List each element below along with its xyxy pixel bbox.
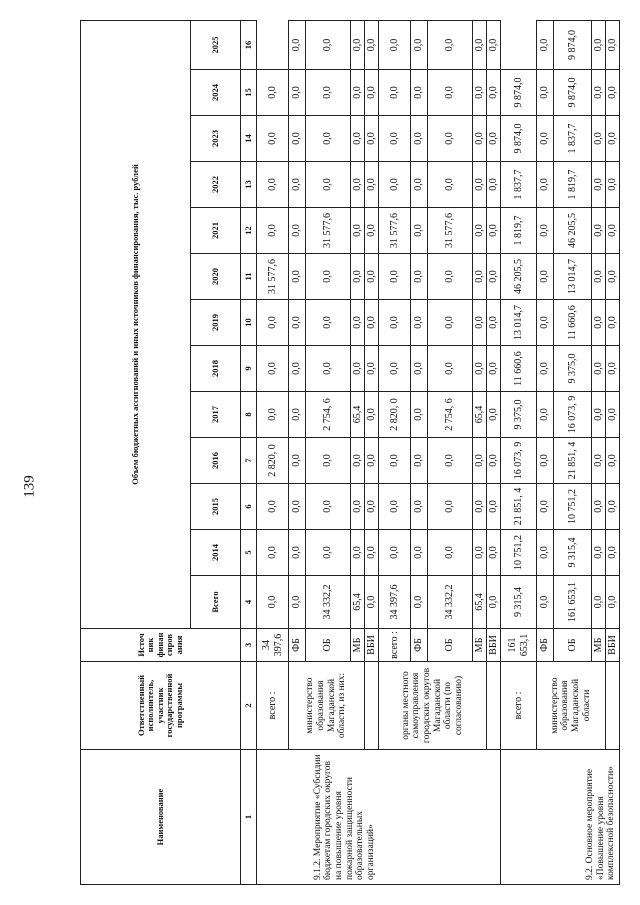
year-value: 0,0 [487, 392, 501, 438]
year-value: 0,0 [365, 300, 379, 346]
funding-source: МБ [473, 629, 487, 662]
year-value: 13 014,7 [554, 254, 592, 300]
total-value: 0,0 [537, 576, 554, 629]
total-value: 161 653,1 [554, 576, 592, 629]
year-value: 0,0 [592, 254, 606, 300]
year-value: 9 874,0 [554, 20, 592, 69]
funding-source: ОБ [554, 629, 592, 662]
year-value: 31 577,6 [379, 208, 411, 254]
year-value: 0,0 [351, 438, 365, 484]
year-value: 9 315,4 [501, 576, 537, 629]
year-value: 0,0 [537, 392, 554, 438]
year-value: 0,0 [257, 530, 289, 576]
year-value: 2 754, 6 [428, 392, 473, 438]
year-value: 0,0 [306, 70, 351, 116]
funding-source: ВБИ [365, 629, 379, 662]
column-number: 5 [241, 530, 257, 576]
year-value: 46 205,5 [554, 208, 592, 254]
year-value: 0,0 [606, 70, 620, 116]
header-year: 2015 [191, 484, 241, 530]
year-value: 0,0 [537, 438, 554, 484]
year-value: 0,0 [257, 576, 289, 629]
column-number: 14 [241, 116, 257, 162]
year-value: 0,0 [379, 300, 411, 346]
total-value: 0,0 [289, 576, 306, 629]
year-value: 0,0 [257, 484, 289, 530]
column-number: 6 [241, 484, 257, 530]
year-value: 0,0 [365, 346, 379, 392]
responsible-executor: органы местного самоуправления городских округов Магаданской области (по согласованию) [379, 662, 487, 750]
year-value: 0,0 [606, 208, 620, 254]
header-year: 2018 [191, 346, 241, 392]
year-value: 0,0 [289, 392, 306, 438]
year-value: 0,0 [365, 254, 379, 300]
budget-table-rotated [80, 20, 618, 885]
total-value: 0,0 [487, 576, 501, 629]
year-value: 0,0 [411, 484, 428, 530]
year-value: 0,0 [473, 484, 487, 530]
header-year: 2014 [191, 530, 241, 576]
header-name: Наименование [81, 750, 241, 885]
header-source: Источ ник финан сиров ания [81, 629, 241, 662]
year-value: 31 577,6 [306, 208, 351, 254]
year-value: 0,0 [306, 484, 351, 530]
year-value: 0,0 [606, 20, 620, 69]
column-number: 1 [241, 750, 257, 885]
funding-source: всего : [379, 629, 411, 662]
funding-source: ФБ [537, 629, 554, 662]
year-value: 0,0 [487, 254, 501, 300]
funding-source: ВБИ [606, 629, 620, 662]
funding-source: МБ [351, 629, 365, 662]
year-value: 0,0 [351, 530, 365, 576]
year-value: 0,0 [592, 346, 606, 392]
year-value: 0,0 [487, 70, 501, 116]
year-value: 0,0 [379, 116, 411, 162]
year-value: 0,0 [351, 70, 365, 116]
year-value: 0,0 [289, 70, 306, 116]
year-value: 0,0 [537, 530, 554, 576]
year-value: 0,0 [257, 300, 289, 346]
header-year: 2025 [191, 20, 241, 69]
funding-source: МБ [592, 629, 606, 662]
total-value: 34 332,2 [306, 576, 351, 629]
column-number: 8 [241, 392, 257, 438]
year-value: 46 205,5 [501, 254, 537, 300]
funding-source: ФБ [289, 629, 306, 662]
funding-source: ВБИ [487, 629, 501, 662]
year-value: 0,0 [306, 530, 351, 576]
year-value: 0,0 [289, 162, 306, 208]
year-value: 65,4 [473, 392, 487, 438]
year-value: 31 577,6 [428, 208, 473, 254]
year-value: 0,0 [606, 116, 620, 162]
year-value: 0,0 [473, 208, 487, 254]
table-body [257, 20, 620, 884]
year-value: 0,0 [257, 116, 289, 162]
responsible-executor: министерство образования Магаданской области [537, 662, 606, 750]
year-value: 0,0 [289, 300, 306, 346]
year-value: 9 874,0 [501, 70, 537, 116]
year-value: 0,0 [257, 392, 289, 438]
year-value: 0,0 [473, 254, 487, 300]
funding-source: всего : [257, 662, 289, 750]
year-value: 0,0 [487, 438, 501, 484]
header-year: 2024 [191, 70, 241, 116]
column-number: 3 [241, 629, 257, 662]
year-value: 9 874,0 [554, 70, 592, 116]
year-value: 0,0 [351, 346, 365, 392]
year-value: 0,0 [606, 254, 620, 300]
year-value: 0,0 [257, 208, 289, 254]
header-year: 2019 [191, 300, 241, 346]
year-value: 13 014,7 [501, 300, 537, 346]
year-value: 0,0 [487, 346, 501, 392]
year-value: 10 751,2 [501, 530, 537, 576]
year-value: 1 837,7 [501, 162, 537, 208]
year-value: 0,0 [306, 438, 351, 484]
measure-name: 9.2. Основное мероприятие «Повышение уровня комплексной безопасности» [501, 750, 620, 885]
year-value: 0,0 [592, 392, 606, 438]
year-value: 0,0 [351, 254, 365, 300]
column-number: 12 [241, 208, 257, 254]
year-value: 0,0 [379, 438, 411, 484]
total-value: 65,4 [351, 576, 365, 629]
year-value: 2 820, 0 [257, 438, 289, 484]
year-value: 0,0 [537, 162, 554, 208]
year-value: 0,0 [379, 20, 411, 69]
funding-source: ОБ [306, 629, 351, 662]
header-year: 2016 [191, 438, 241, 484]
year-value: 0,0 [351, 116, 365, 162]
header-funding-group: Объем бюджетных ассигнований и иных источников финансирования, тыс. рублей [81, 20, 191, 628]
year-value: 0,0 [306, 300, 351, 346]
year-value: 9 874,0 [501, 116, 537, 162]
year-value: 0,0 [365, 208, 379, 254]
year-value: 0,0 [487, 530, 501, 576]
column-number: 11 [241, 254, 257, 300]
table-row [257, 20, 289, 884]
table-row [379, 20, 411, 884]
responsible-executor: министерство образования Магаданской области, из них: [289, 662, 365, 750]
header-year: 2022 [191, 162, 241, 208]
table-row [501, 20, 537, 884]
total-value: 0,0 [411, 576, 428, 629]
year-value: 0,0 [379, 530, 411, 576]
column-number: 10 [241, 300, 257, 346]
year-value: 0,0 [606, 484, 620, 530]
year-value: 2 754, 6 [306, 392, 351, 438]
year-value: 0,0 [487, 162, 501, 208]
year-value: 0,0 [365, 162, 379, 208]
year-value: 0,0 [379, 484, 411, 530]
year-value: 10 751,2 [554, 484, 592, 530]
year-value: 0,0 [257, 346, 289, 392]
column-number: 2 [241, 662, 257, 750]
year-value: 0,0 [379, 162, 411, 208]
total-value: 0,0 [592, 576, 606, 629]
year-value: 0,0 [351, 484, 365, 530]
year-value: 0,0 [592, 530, 606, 576]
funding-source: ОБ [428, 629, 473, 662]
year-value: 0,0 [289, 530, 306, 576]
year-value: 0,0 [428, 530, 473, 576]
year-value: 0,0 [473, 300, 487, 346]
year-value: 0,0 [365, 438, 379, 484]
year-value: 0,0 [365, 484, 379, 530]
year-value: 0,0 [289, 438, 306, 484]
year-value: 0,0 [411, 438, 428, 484]
measure-name [379, 750, 501, 885]
page-number: 139 [21, 475, 38, 498]
column-number: 15 [241, 70, 257, 116]
year-value: 0,0 [592, 162, 606, 208]
year-value: 65,4 [351, 392, 365, 438]
year-value: 0,0 [257, 162, 289, 208]
year-value: 0,0 [351, 162, 365, 208]
total-value: 34 397,6 [257, 629, 289, 662]
column-number-row [241, 20, 257, 884]
year-value: 0,0 [537, 208, 554, 254]
year-value: 0,0 [411, 254, 428, 300]
year-value: 0,0 [351, 208, 365, 254]
header-year: 2021 [191, 208, 241, 254]
year-value: 0,0 [592, 484, 606, 530]
header-year: 2020 [191, 254, 241, 300]
year-value: 0,0 [537, 116, 554, 162]
year-value: 0,0 [428, 484, 473, 530]
year-value: 0,0 [592, 208, 606, 254]
year-value: 9 375,0 [554, 346, 592, 392]
year-value: 0,0 [411, 392, 428, 438]
year-value: 0,0 [428, 346, 473, 392]
measure-name: 9.1.2. Мероприятие «Субсидии бюджетам городских округов на повышение уровня пожарной защищенности образовательных организаций» [257, 750, 379, 885]
year-value: 0,0 [487, 20, 501, 69]
year-value: 0,0 [428, 116, 473, 162]
year-value: 2 820, 0 [379, 392, 411, 438]
column-number: 13 [241, 162, 257, 208]
year-value: 0,0 [306, 20, 351, 69]
year-value: 0,0 [606, 438, 620, 484]
year-value: 0,0 [428, 162, 473, 208]
total-value: 34 332,2 [428, 576, 473, 629]
year-value: 0,0 [473, 346, 487, 392]
total-value: 0,0 [365, 576, 379, 629]
year-value: 0,0 [428, 70, 473, 116]
year-value: 0,0 [473, 162, 487, 208]
year-value: 0,0 [473, 438, 487, 484]
year-value: 0,0 [606, 530, 620, 576]
year-value: 0,0 [365, 530, 379, 576]
year-value: 16 073, 9 [501, 438, 537, 484]
year-value: 31 577,6 [257, 254, 289, 300]
year-value: 0,0 [365, 20, 379, 69]
column-number: 9 [241, 346, 257, 392]
year-value: 0,0 [537, 254, 554, 300]
year-value: 0,0 [592, 20, 606, 69]
year-value: 21 851, 4 [554, 438, 592, 484]
year-value: 0,0 [351, 20, 365, 69]
year-value: 0,0 [257, 70, 289, 116]
funding-source: ФБ [411, 629, 428, 662]
year-value: 0,0 [289, 208, 306, 254]
year-value: 0,0 [592, 70, 606, 116]
header-year: 2017 [191, 392, 241, 438]
year-value: 0,0 [411, 208, 428, 254]
year-value: 11 660,6 [554, 300, 592, 346]
total-value: 34 397,6 [379, 576, 411, 629]
year-value: 11 660,6 [501, 346, 537, 392]
header-responsible: Ответственный исполнитель, участник государственной программы [81, 662, 241, 750]
column-number: 16 [241, 20, 257, 69]
responsible-executor [487, 662, 501, 750]
year-value: 0,0 [487, 300, 501, 346]
year-value: 0,0 [306, 346, 351, 392]
total-value: 65,4 [473, 576, 487, 629]
year-value: 0,0 [379, 70, 411, 116]
year-value: 0,0 [592, 116, 606, 162]
year-value: 0,0 [537, 484, 554, 530]
year-value: 0,0 [306, 116, 351, 162]
year-value: 0,0 [289, 484, 306, 530]
header-total: Всего [191, 576, 241, 629]
year-value: 0,0 [306, 162, 351, 208]
year-value: 0,0 [411, 162, 428, 208]
year-value: 1 819,7 [554, 162, 592, 208]
year-value: 0,0 [537, 20, 554, 69]
year-value: 0,0 [606, 300, 620, 346]
year-value: 0,0 [411, 116, 428, 162]
year-value: 16 073, 9 [554, 392, 592, 438]
year-value: 0,0 [606, 162, 620, 208]
year-value: 0,0 [473, 530, 487, 576]
year-value: 1 819,7 [501, 208, 537, 254]
year-value: 0,0 [473, 116, 487, 162]
year-value: 0,0 [606, 392, 620, 438]
year-value: 0,0 [411, 346, 428, 392]
year-value: 0,0 [606, 346, 620, 392]
year-value: 0,0 [289, 20, 306, 69]
total-value: 161 653,1 [501, 629, 537, 662]
year-value: 1 837,7 [554, 116, 592, 162]
budget-table [80, 20, 620, 885]
year-value: 0,0 [411, 530, 428, 576]
year-value: 0,0 [289, 254, 306, 300]
column-number: 7 [241, 438, 257, 484]
total-value: 0,0 [606, 576, 620, 629]
year-value: 21 851, 4 [501, 484, 537, 530]
year-value: 9 315,4 [554, 530, 592, 576]
year-value: 0,0 [379, 254, 411, 300]
year-value: 0,0 [365, 116, 379, 162]
year-value: 0,0 [537, 346, 554, 392]
responsible-executor [606, 662, 620, 750]
column-number: 4 [241, 576, 257, 629]
year-value: 0,0 [592, 300, 606, 346]
year-value: 0,0 [487, 484, 501, 530]
year-value: 0,0 [487, 208, 501, 254]
year-value: 0,0 [411, 300, 428, 346]
year-value: 0,0 [537, 300, 554, 346]
responsible-executor [365, 662, 379, 750]
funding-source: всего : [501, 662, 537, 750]
year-value: 0,0 [592, 438, 606, 484]
header-year: 2023 [191, 116, 241, 162]
year-value: 0,0 [289, 116, 306, 162]
year-value: 0,0 [365, 392, 379, 438]
year-value: 0,0 [379, 346, 411, 392]
year-value: 0,0 [473, 20, 487, 69]
year-value: 0,0 [306, 254, 351, 300]
year-value: 0,0 [428, 254, 473, 300]
year-value: 0,0 [289, 346, 306, 392]
year-value: 0,0 [487, 116, 501, 162]
year-value: 0,0 [411, 20, 428, 69]
header-row-1 [81, 20, 191, 884]
year-value: 9 375,0 [501, 392, 537, 438]
year-value: 0,0 [473, 70, 487, 116]
year-value: 0,0 [365, 70, 379, 116]
year-value: 0,0 [537, 70, 554, 116]
year-value: 0,0 [428, 20, 473, 69]
year-value: 0,0 [351, 300, 365, 346]
year-value: 0,0 [428, 438, 473, 484]
year-value: 0,0 [411, 70, 428, 116]
year-value: 0,0 [428, 300, 473, 346]
